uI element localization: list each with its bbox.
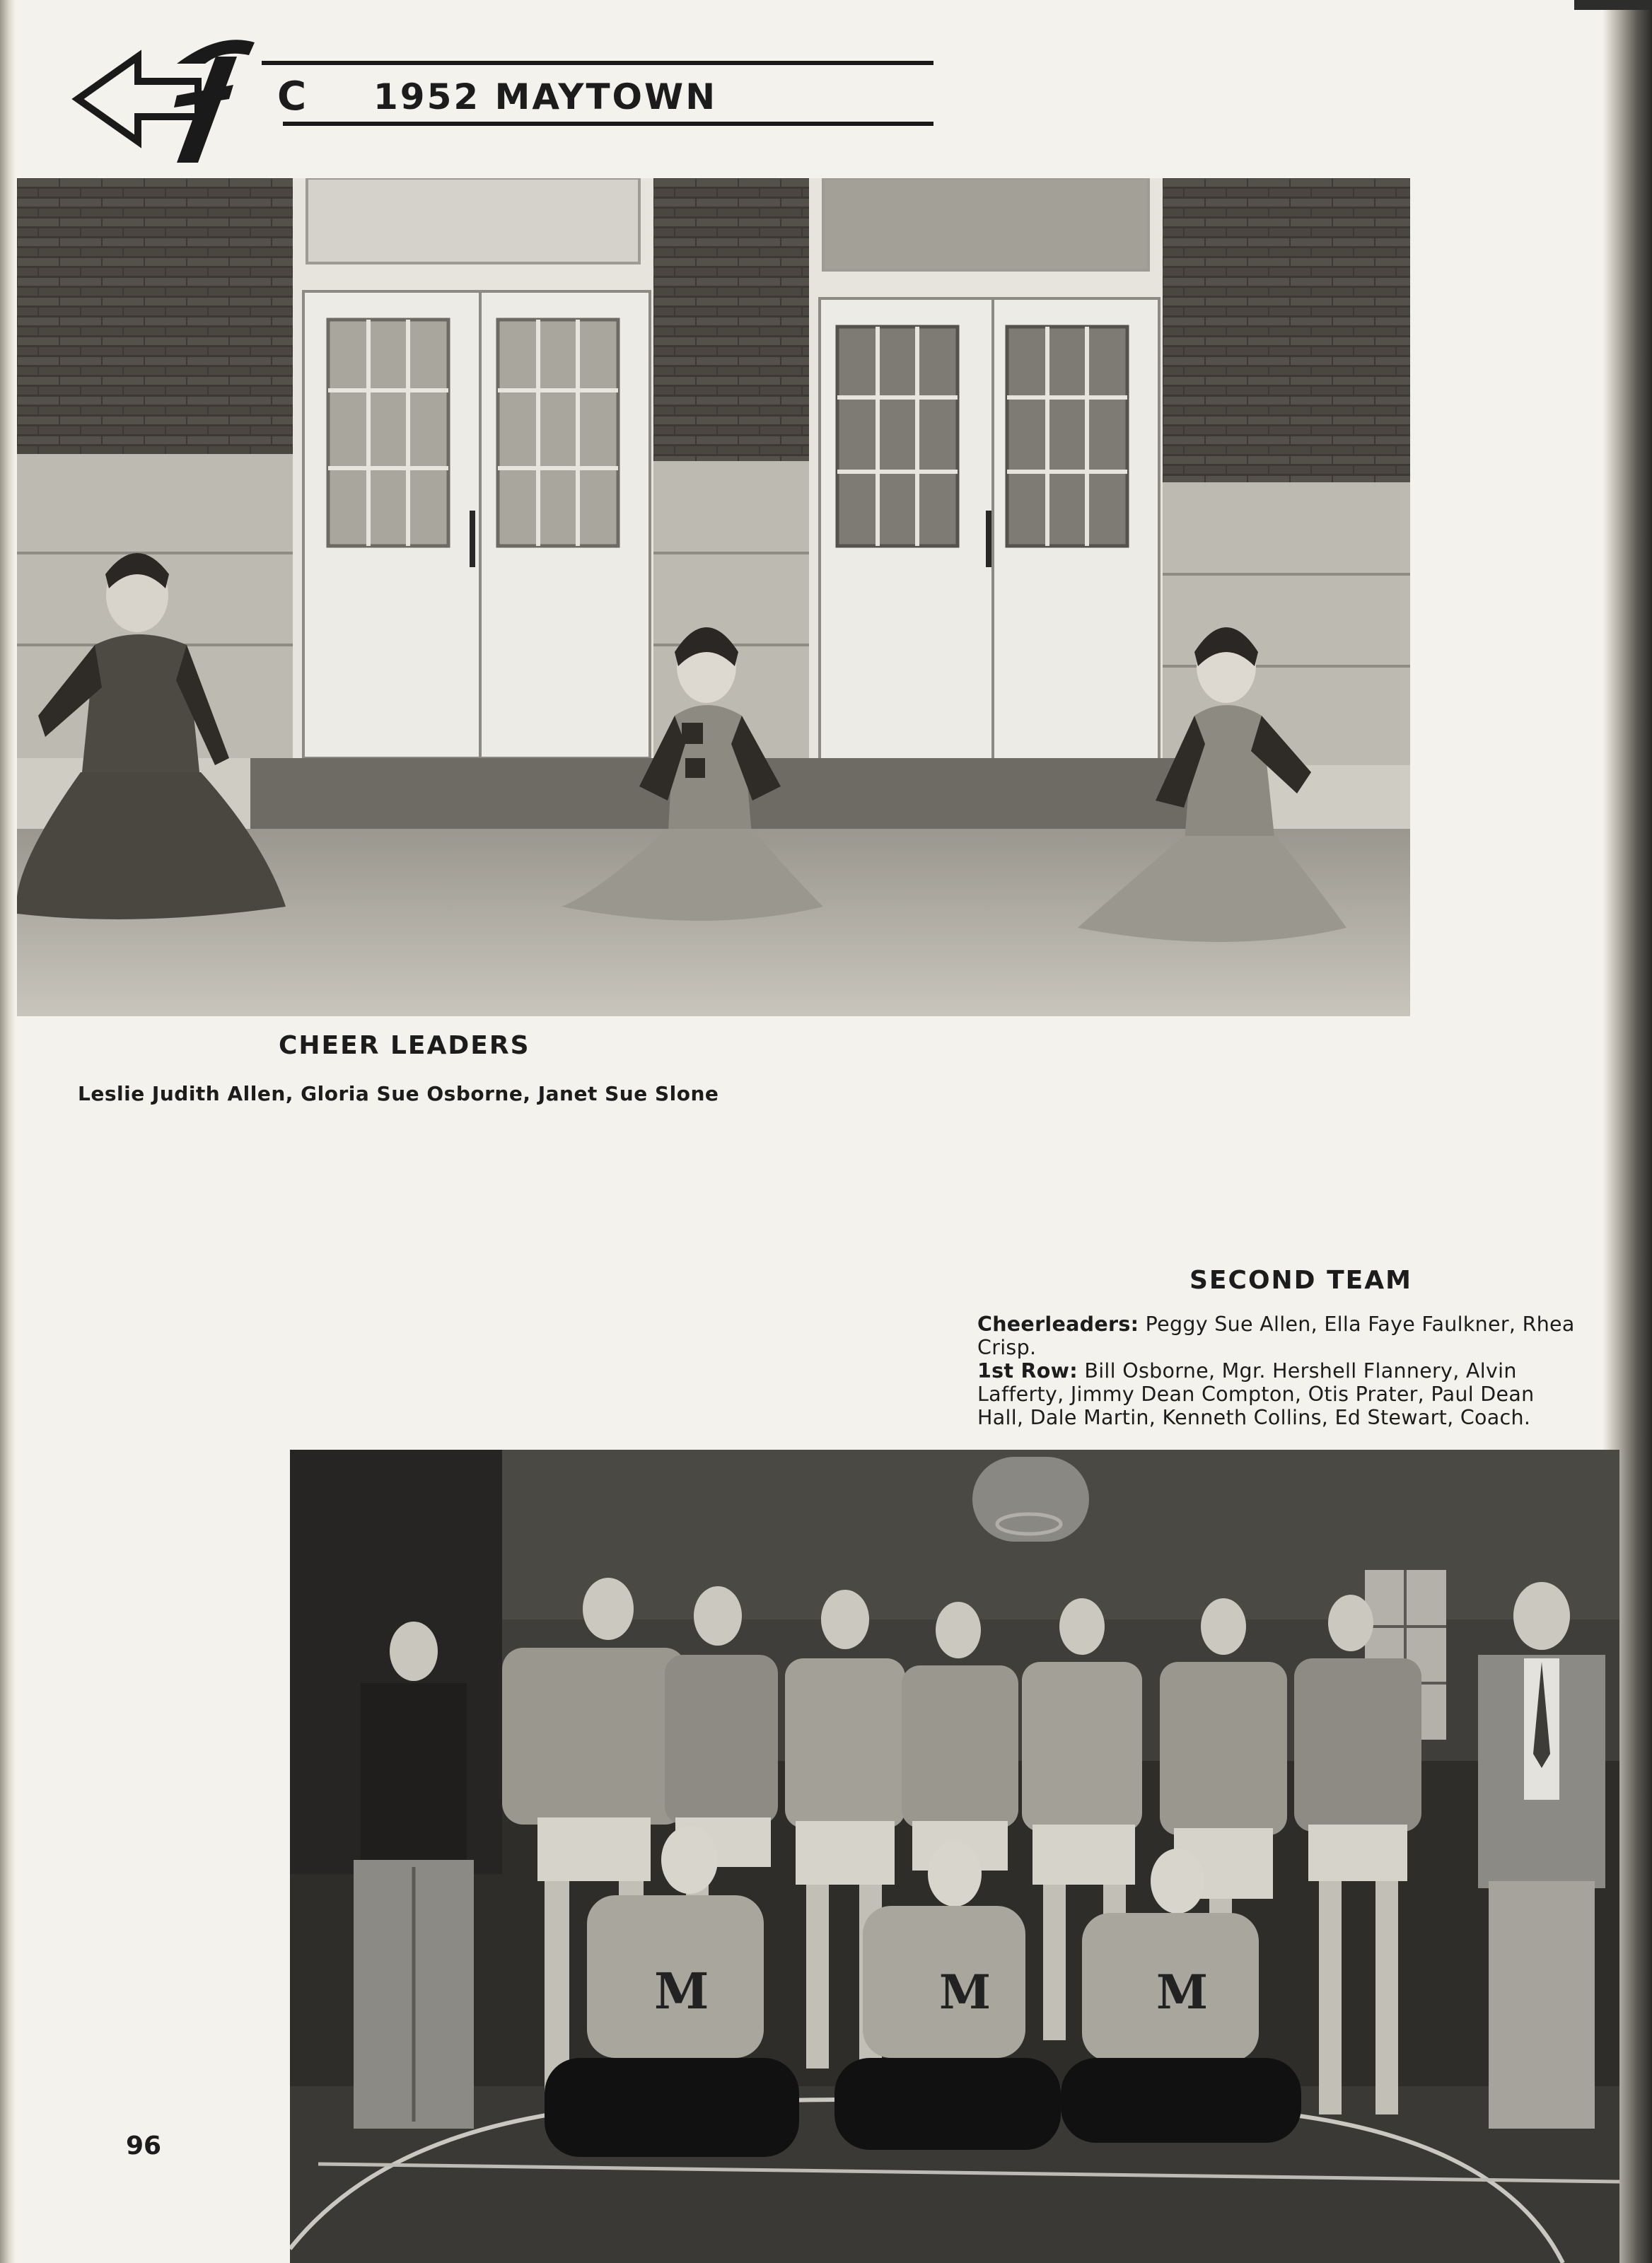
svg-text:M: M	[939, 1965, 991, 2020]
page-binding-shadow	[0, 0, 16, 2263]
page-title: 1952 MAYTOWN	[373, 76, 718, 117]
cheer-leaders-photo	[17, 178, 1410, 1016]
second-team-caption	[977, 1313, 1614, 1429]
caption-line	[977, 1336, 1614, 1359]
section-letter: C	[277, 74, 308, 120]
page-corner-tab	[1574, 0, 1652, 10]
caption-text: Bill Osborne, Mgr. Hershell Flannery, Alvin	[1078, 1359, 1517, 1383]
arrow-logo-icon	[71, 28, 269, 170]
svg-text:M: M	[1156, 1965, 1209, 2020]
header-rule-top	[262, 61, 933, 65]
cheer-leaders-heading: CHEER LEADERS	[279, 1031, 530, 1060]
second-team-photo	[290, 1450, 1619, 2263]
cheer-leaders-names: Leslie Judith Allen, Gloria Sue Osborne, Janet Sue Slone	[78, 1082, 719, 1105]
caption-line	[977, 1359, 1614, 1383]
caption-line	[977, 1383, 1614, 1406]
caption-text: Lafferty, Jimmy Dean Compton, Otis Prater, Paul Dean	[977, 1383, 1535, 1406]
caption-text: Peggy Sue Allen, Ella Faye Faulkner, Rhea	[1139, 1313, 1575, 1336]
caption-line	[977, 1406, 1614, 1429]
caption-text: Crisp.	[977, 1336, 1037, 1359]
caption-label: 1st Row:	[977, 1359, 1078, 1383]
page-header	[71, 28, 941, 170]
second-team-heading: SECOND TEAM	[1189, 1266, 1412, 1295]
caption-line	[977, 1313, 1614, 1336]
caption-label: Cheerleaders:	[977, 1313, 1139, 1336]
caption-text: Hall, Dale Martin, Kenneth Collins, Ed Stewart, Coach.	[977, 1406, 1531, 1429]
svg-text:M: M	[654, 1962, 709, 2020]
header-rule-bottom	[283, 122, 933, 126]
page-number: 96	[126, 2131, 162, 2160]
